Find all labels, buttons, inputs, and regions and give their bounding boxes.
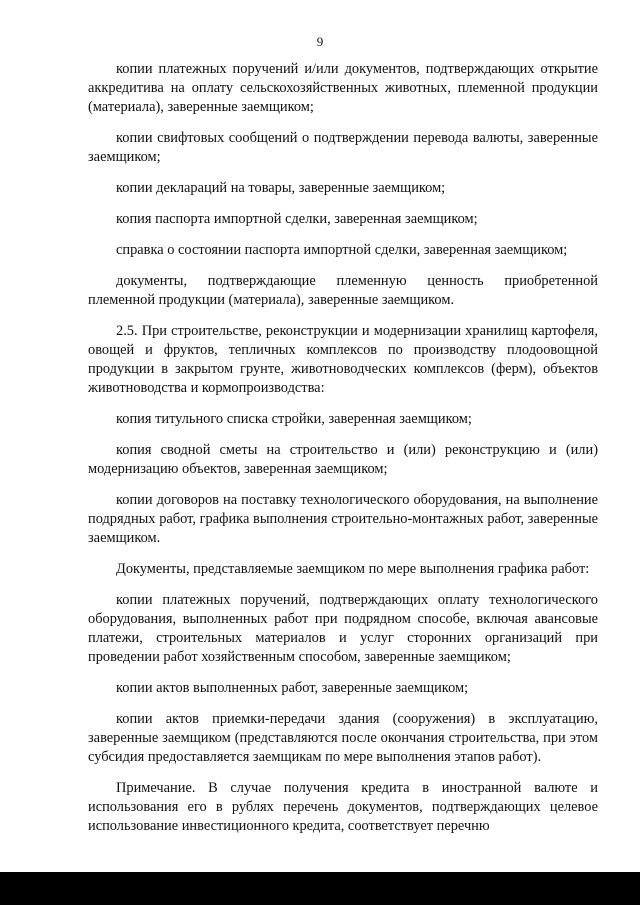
paragraph-section-2-5: 2.5. При строительстве, реконструкции и модернизации хранилищ картофеля, овощей и фруктов, тепличных комплексов по производству плодоовощной продукции в закрытом грунте, животноводческих комплексов (ферм), объектов животноводства и кормопроизводства:	[88, 323, 598, 396]
paragraph-supply-contracts: копии договоров на поставку технологического оборудования, на выполнение подрядных работ, графика выполнения строительно-монтажных работ, заверенные заемщиком.	[88, 492, 598, 546]
paragraph-payment-orders: копии платежных поручений и/или документов, подтверждающих открытие аккредитива на оплату сельскохозяйственных животных, племенной продукции (материала), заверенные заемщиком;	[88, 61, 598, 115]
paragraph-summary-estimate: копия сводной сметы на строительство и (или) реконструкцию и (или) модернизацию объектов, заверенная заемщиком;	[88, 442, 598, 477]
paragraph-import-passport: копия паспорта импортной сделки, заверенная заемщиком;	[116, 211, 478, 227]
page-number: 9	[316, 34, 324, 49]
paragraph-goods-declarations: копии деклараций на товары, заверенные заемщиком;	[116, 180, 446, 196]
document-body	[88, 60, 598, 848]
paragraph-swift-messages: копии свифтовых сообщений о подтверждении перевода валюты, заверенные заемщиком;	[88, 130, 598, 165]
paragraph-passport-status: справка о состоянии паспорта импортной сделки, заверенная заемщиком;	[116, 242, 568, 258]
paragraph-completed-works-acts: копии актов выполненных работ, заверенные заемщиком;	[116, 680, 469, 696]
scan-bottom-edge	[0, 872, 640, 905]
paragraph-title-list: копия титульного списка стройки, заверенная заемщиком;	[116, 411, 472, 427]
paragraph-equipment-payments: копии платежных поручений, подтверждающих оплату технологического оборудования, выполненных работ при подрядном способе, включая авансовые платежи, строительных материалов и услуг сторонних организаций при проведении работ хозяйственным способом, заверенные заемщиком;	[88, 592, 598, 665]
paragraph-note: Примечание. В случае получения кредита в иностранной валюте и использования его в рублях перечень документов, подтверждающих целевое использование инвестиционного кредита, соответствует перечню	[88, 780, 598, 834]
paragraph-acceptance-acts: копии актов приемки-передачи здания (сооружения) в эксплуатацию, заверенные заемщиком (представляются после окончания строительства, при этом субсидия предоставляется заемщикам по мере выполнения этапов работ).	[88, 711, 598, 765]
paragraph-schedule-documents: Документы, представляемые заемщиком по мере выполнения графика работ:	[116, 561, 590, 577]
paragraph-breeding-value: документы, подтверждающие племенную ценность приобретенной племенной продукции (материала), заверенные заемщиком.	[88, 273, 598, 308]
